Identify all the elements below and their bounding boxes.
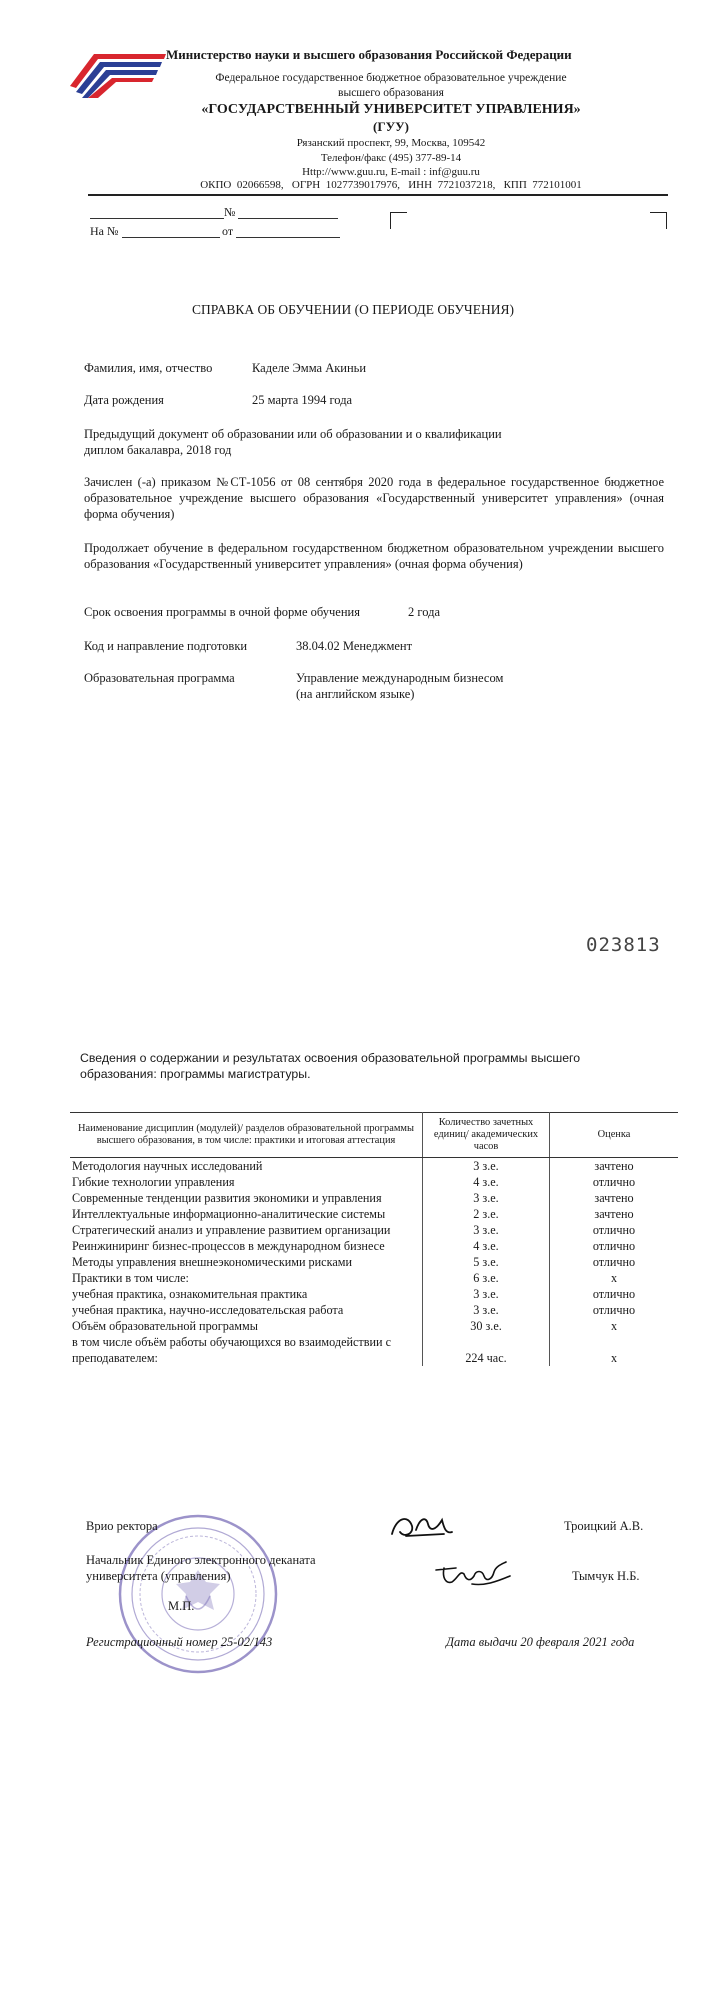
institution-type-line-2: высшего образования bbox=[338, 87, 444, 99]
education-program-value-1: Управление международным бизнесом bbox=[296, 671, 504, 685]
results-table-header bbox=[70, 1113, 678, 1158]
previous-document-value: диплом бакалавра, 2018 год bbox=[84, 443, 232, 457]
discipline-credits: 2 з.е. bbox=[423, 1206, 550, 1222]
name-label: Фамилия, имя, отчество bbox=[84, 361, 213, 375]
discipline-name: Методология научных исследований bbox=[70, 1158, 423, 1175]
discipline-credits: 4 з.е. bbox=[423, 1174, 550, 1190]
header-grade: Оценка bbox=[550, 1113, 679, 1158]
discipline-grade: отлично bbox=[592, 1255, 636, 1269]
discipline-grade: отлично bbox=[592, 1175, 636, 1189]
discipline-grade: отлично bbox=[592, 1303, 636, 1317]
discipline-grade: зачтено bbox=[594, 1159, 634, 1173]
discipline-credits: 3 з.е. bbox=[423, 1190, 550, 1206]
table-row bbox=[70, 1254, 678, 1270]
institution-type-line-1: Федеральное государственное бюджетное образовательное учреждение bbox=[215, 72, 567, 84]
table-row bbox=[70, 1334, 678, 1366]
discipline-credits: 3 з.е. bbox=[423, 1302, 550, 1318]
ministry-name: Министерство науки и высшего образования Российской Федерации bbox=[166, 47, 572, 62]
results-table bbox=[70, 1112, 678, 1366]
incoming-number-line bbox=[122, 237, 220, 238]
discipline-credits: 6 з.е. bbox=[423, 1270, 550, 1286]
discipline-grade: зачтено bbox=[594, 1207, 634, 1221]
discipline-grade: x bbox=[610, 1351, 618, 1365]
dean-name: Тымчук Н.Б. bbox=[572, 1569, 640, 1583]
document-title: СПРАВКА ОБ ОБУЧЕНИИ (О ПЕРИОДЕ ОБУЧЕНИЯ) bbox=[192, 302, 514, 317]
discipline-name: Методы управления внешнеэкономическими рисками bbox=[70, 1254, 423, 1270]
discipline-name: Гибкие технологии управления bbox=[70, 1174, 423, 1190]
rector-signature-icon bbox=[386, 1508, 456, 1542]
discipline-name: Современные тенденции развития экономики и управления bbox=[70, 1190, 423, 1206]
discipline-credits: 224 час. bbox=[423, 1334, 550, 1366]
discipline-credits: 5 з.е. bbox=[423, 1254, 550, 1270]
program-code-label: Код и направление подготовки bbox=[84, 639, 248, 653]
discipline-credits: 30 з.е. bbox=[423, 1318, 550, 1334]
table-row bbox=[70, 1222, 678, 1238]
name-value: Каделе Эмма Акиньи bbox=[252, 361, 367, 375]
discipline-name: Интеллектуальные информационно-аналитические системы bbox=[70, 1206, 423, 1222]
discipline-grade: x bbox=[610, 1271, 618, 1285]
rector-title: Врио ректора bbox=[86, 1519, 158, 1533]
program-code-value: 38.04.02 Менеджмент bbox=[296, 639, 413, 653]
address-corner-right bbox=[650, 212, 667, 229]
study-duration-label: Срок освоения программы в очной форме обучения bbox=[84, 605, 360, 619]
university-phone: Телефон/факс (495) 377-89-14 bbox=[320, 152, 462, 164]
enrollment-text: Зачислен (-а) приказом №СТ-1056 от 08 сентября 2020 года в федеральное государственное бюджетное образовательное учреждение высшего образования «Государственный университет управления» (очная форма обучения) bbox=[84, 475, 664, 521]
outgoing-date-line bbox=[238, 218, 338, 219]
rector-name: Троицкий А.В. bbox=[564, 1519, 644, 1533]
header-divider bbox=[88, 194, 668, 196]
discipline-name: учебная практика, ознакомительная практика bbox=[70, 1286, 423, 1302]
discipline-name: Объём образовательной программы bbox=[70, 1318, 423, 1334]
previous-document-label: Предыдущий документ об образовании или об образовании и о квалификации bbox=[84, 427, 502, 441]
on-number-label: На № bbox=[90, 224, 119, 238]
results-intro: Сведения о содержании и результатах освоения образовательной программы высшего образования: программы магистратуры. bbox=[80, 1051, 581, 1081]
continues-study-text: Продолжает обучение в федеральном государственном бюджетном образовательном учреждении высшего образования «Государственный университет управления» (очная форма обучения) bbox=[84, 541, 664, 571]
university-abbreviation: (ГУУ) bbox=[372, 119, 409, 134]
university-web: Http://www.guu.ru, E-mail : inf@guu.ru bbox=[302, 166, 480, 178]
registration-number: Регистрационный номер 25-02/143 bbox=[86, 1635, 273, 1649]
university-codes: ОКПО 02066598, ОГРН 1027739017976, ИНН 7721037218, КПП 772101001 bbox=[200, 179, 582, 191]
study-duration-value: 2 года bbox=[408, 605, 440, 619]
dean-title-line-1: Начальник Единого электронного деканата bbox=[86, 1553, 316, 1567]
discipline-name: учебная практика, научно-исследовательская работа bbox=[70, 1302, 423, 1318]
table-row bbox=[70, 1174, 678, 1190]
discipline-name: в том числе объём работы обучающихся во взаимодействии с преподавателем: bbox=[70, 1334, 423, 1366]
discipline-grade: отлично bbox=[592, 1239, 636, 1253]
discipline-credits: 3 з.е. bbox=[423, 1222, 550, 1238]
birth-date-value: 25 марта 1994 года bbox=[252, 393, 353, 407]
discipline-name: Стратегический анализ и управление развитием организации bbox=[70, 1222, 423, 1238]
serial-number: 023813 bbox=[586, 934, 661, 956]
discipline-name: Практики в том числе: bbox=[70, 1270, 423, 1286]
table-row bbox=[70, 1286, 678, 1302]
header-discipline: Наименование дисциплин (модулей)/ разделов образовательной программы высшего образования, в том числе: практики и итоговая аттестация bbox=[70, 1113, 423, 1158]
discipline-grade: отлично bbox=[592, 1223, 636, 1237]
table-row bbox=[70, 1270, 678, 1286]
university-address: Рязанский проспект, 99, Москва, 109542 bbox=[296, 137, 486, 149]
discipline-grade: зачтено bbox=[594, 1191, 634, 1205]
table-row bbox=[70, 1238, 678, 1254]
discipline-credits: 4 з.е. bbox=[423, 1238, 550, 1254]
issue-date: Дата выдачи 20 февраля 2021 года bbox=[446, 1635, 635, 1649]
discipline-grade: x bbox=[610, 1319, 618, 1333]
header-credits: Количество зачетных единиц/ академических часов bbox=[423, 1113, 550, 1158]
discipline-grade: отлично bbox=[592, 1287, 636, 1301]
seal-label: М.П. bbox=[168, 1599, 195, 1613]
education-program-value-2: (на английском языке) bbox=[296, 687, 415, 701]
university-name: «ГОСУДАРСТВЕННЫЙ УНИВЕРСИТЕТ УПРАВЛЕНИЯ» bbox=[201, 102, 581, 117]
table-row bbox=[70, 1190, 678, 1206]
university-seal-icon bbox=[116, 1512, 280, 1676]
address-corner-left bbox=[390, 212, 407, 229]
outgoing-number-line bbox=[90, 218, 224, 219]
dean-title-line-2: университета (управления) bbox=[86, 1569, 231, 1583]
discipline-credits: 3 з.е. bbox=[423, 1158, 550, 1175]
discipline-name: Реинжиниринг бизнес-процессов в международном бизнесе bbox=[70, 1238, 423, 1254]
table-row bbox=[70, 1318, 678, 1334]
birth-date-label: Дата рождения bbox=[84, 393, 164, 407]
dean-signature-icon bbox=[432, 1556, 516, 1590]
table-row bbox=[70, 1302, 678, 1318]
table-row bbox=[70, 1158, 678, 1175]
discipline-credits: 3 з.е. bbox=[423, 1286, 550, 1302]
from-label: от bbox=[222, 224, 234, 238]
number-label: № bbox=[224, 205, 236, 219]
incoming-date-line bbox=[236, 237, 340, 238]
table-row bbox=[70, 1206, 678, 1222]
education-program-label: Образовательная программа bbox=[84, 671, 235, 685]
